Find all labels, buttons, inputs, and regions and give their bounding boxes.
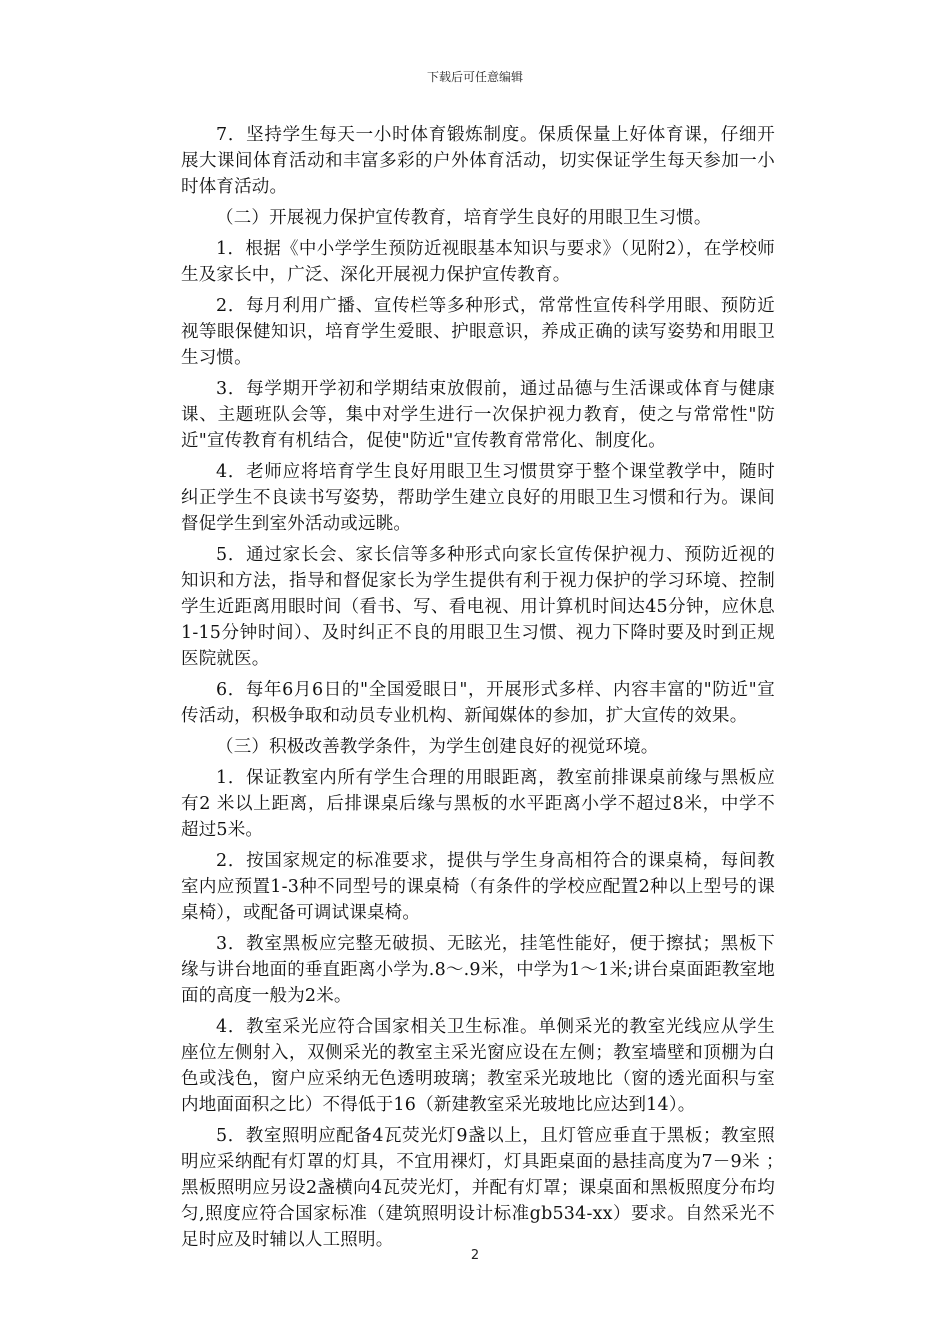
- paragraph: 2．按国家规定的标准要求，提供与学生身高相符合的课桌椅，每间教室内应预置1-3种不同型号的课桌椅（有条件的学校应配置2种以上型号的课桌椅），或配备可调试课桌椅。: [181, 851, 775, 923]
- paragraph: 4．老师应将培育学生良好用眼卫生习惯贯穿于整个课堂教学中，随时纠正学生不良读书写姿势，帮助学生建立良好的用眼卫生习惯和行为。课间督促学生到室外活动或远眺。: [181, 462, 775, 534]
- page-number: 2: [470, 1248, 480, 1263]
- paragraph: 5．通过家长会、家长信等多种形式向家长宣传保护视力、预防近视的知识和方法，指导和督促家长为学生提供有利于视力保护的学习环境、控制学生近距离用眼时间（看书、写、看电视、用计算机时间达45分钟，应休息1-15分钟时间）、及时纠正不良的用眼卫生习惯、视力下降时要及时到正规医院就医。: [181, 545, 775, 669]
- section-heading: （二）开展视力保护宣传教育，培育学生良好的用眼卫生习惯。: [216, 208, 712, 228]
- paragraph: 7．坚持学生每天一小时体育锻炼制度。保质保量上好体育课，仔细开展大课间体育活动和丰富多彩的户外体育活动，切实保证学生每天参加一小时体育活动。: [181, 125, 775, 197]
- paragraph: 5．教室照明应配备4瓦荧光灯9盏以上，且灯管应垂直于黑板；教室照明应采纳配有灯罩的灯具，不宜用裸灯，灯具距桌面的悬挂高度为7－9米 ； 黑板照明应另设2盏横向4瓦荧光灯，并配有灯罩；课桌面和黑板照度分布均匀,照度应符合国家标准（建筑照明设计标准gb534-xx）要求。自然采光不足时应及时辅以人工照明。: [181, 1126, 793, 1250]
- paragraph: 1．根据《中小学学生预防近视眼基本知识与要求》（见附2），在学校师生及家长中，广泛、深化开展视力保护宣传教育。: [181, 239, 775, 285]
- paragraph: 3．每学期开学初和学期结束放假前，通过品德与生活课或体育与健康课、主题班队会等，集中对学生进行一次保护视力教育，使之与常常性"防近"宣传教育有机结合，促使"防近"宣传教育常常化、制度化。: [181, 379, 775, 451]
- paragraph: 3．教室黑板应完整无破损、无眩光，挂笔性能好，便于擦拭；黑板下缘与讲台地面的垂直距离小学为.8～.9米，中学为1～1米;讲台桌面距教室地面的高度一般为2米。: [181, 934, 775, 1006]
- paragraph: 2．每月利用广播、宣传栏等多种形式，常常性宣传科学用眼、预防近视等眼保健知识，培育学生爱眼、护眼意识，养成正确的读写姿势和用眼卫生习惯。: [181, 296, 775, 368]
- paragraph: 6．每年6月6日的"全国爱眼日"，开展形式多样、内容丰富的"防近"宣传活动，积极争取和动员专业机构、新闻媒体的参加，扩大宣传的效果。: [181, 680, 775, 726]
- document-body: [181, 122, 793, 1258]
- section-heading: （三）积极改善教学条件，为学生创建良好的视觉环境。: [216, 737, 659, 757]
- page-header: 下载后可任意编辑: [426, 70, 523, 84]
- paragraph: 4．教室采光应符合国家相关卫生标准。单侧采光的教室光线应从学生座位左侧射入，双侧采光的教室主采光窗应设在左侧；教室墙壁和顶棚为白色或浅色，窗户应采纳无色透明玻璃；教室采光玻地比（窗的透光面积与室内地面面积之比）不得低于16（新建教室采光玻地比应达到14）。: [181, 1017, 775, 1115]
- paragraph: 1．保证教室内所有学生合理的用眼距离，教室前排课桌前缘与黑板应有2 米以上距离，后排课桌后缘与黑板的水平距离小学不超过8米，中学不超过5米。: [181, 768, 775, 840]
